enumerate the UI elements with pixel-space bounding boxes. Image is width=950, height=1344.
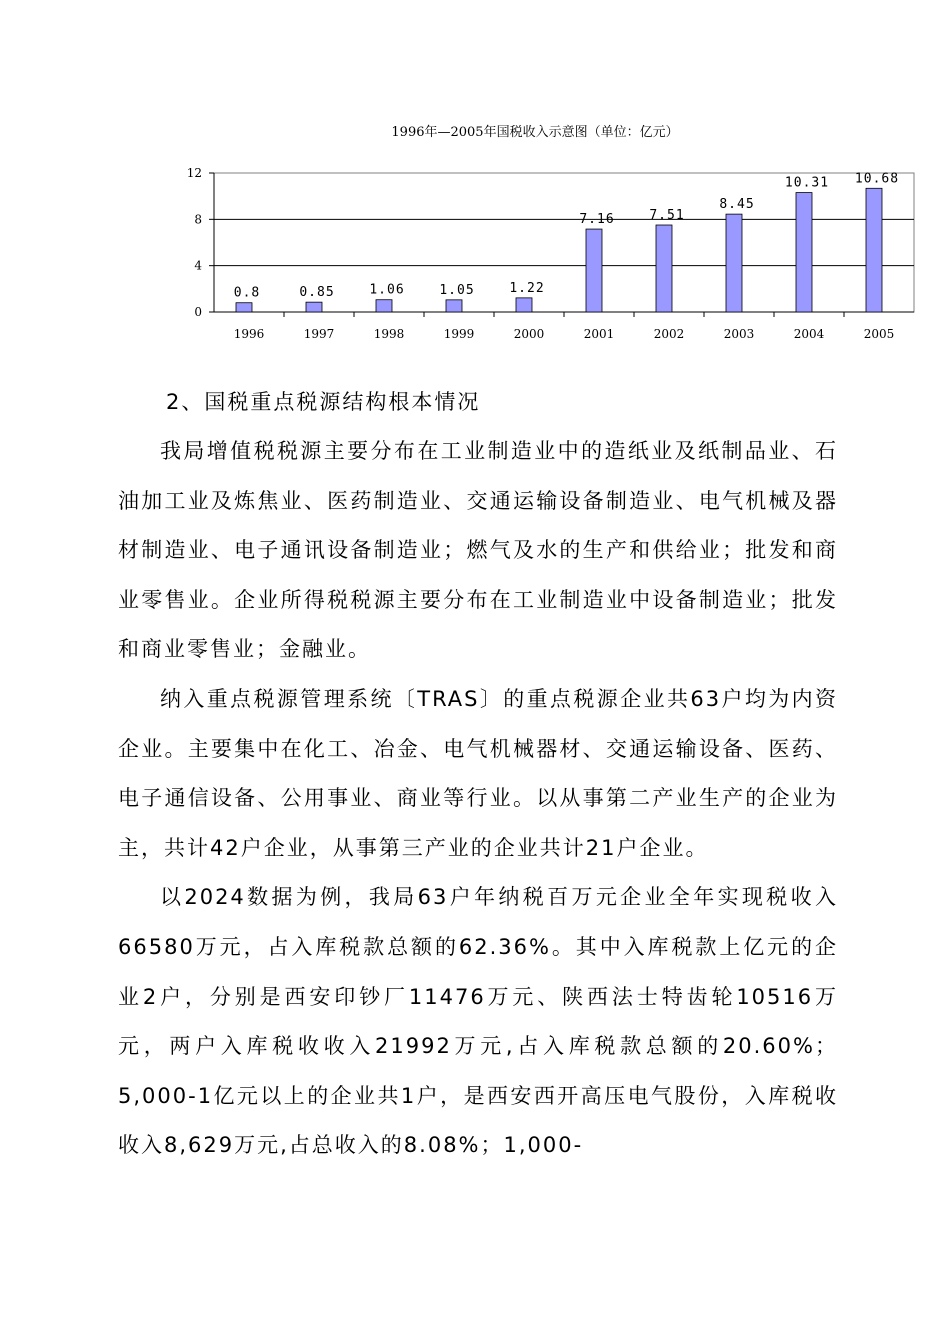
paragraph-2024-data: 以2024数据为例，我局63户年纳税百万元企业全年实现税收入66580万元，占入库税款总额的62.36%。其中入库税款上亿元的企业2户，分别是西安印钞厂11476万元、陕西法士特齿轮10516万元，两户入库税收收入21992万元,占入库税款总额的20.60%；5,000-1亿元以上的企业共1户，是西安西开高压电气股份，入库税收收入8,629万元,占总收入的8.08%；1,000- bbox=[118, 885, 838, 1158]
data-label: 0.85 bbox=[299, 285, 335, 301]
y-tick-label: 12 bbox=[186, 166, 202, 180]
bar bbox=[516, 298, 532, 312]
bar bbox=[726, 214, 742, 312]
section-heading: 2、国税重点税源结构根本情况 bbox=[166, 390, 481, 414]
bar bbox=[586, 229, 602, 312]
x-tick-label: 1997 bbox=[303, 327, 335, 341]
bar-chart bbox=[160, 160, 920, 350]
x-tick-label: 2005 bbox=[863, 327, 895, 341]
x-tick-label: 2002 bbox=[653, 327, 685, 341]
x-tick-label: 1999 bbox=[443, 327, 475, 341]
body-text bbox=[118, 427, 838, 1171]
data-label: 0.8 bbox=[233, 285, 261, 301]
bar bbox=[796, 193, 812, 312]
bar bbox=[656, 225, 672, 312]
x-tick-label: 1998 bbox=[373, 327, 405, 341]
bar bbox=[866, 188, 882, 312]
data-label: 10.31 bbox=[784, 175, 830, 191]
x-tick-label: 1996 bbox=[233, 327, 265, 341]
bar bbox=[376, 300, 392, 312]
data-label: 1.06 bbox=[369, 282, 405, 298]
data-label: 10.68 bbox=[854, 171, 900, 187]
chart-title: 1996年—2005年国税收入示意图（单位：亿元） bbox=[391, 125, 679, 140]
x-tick-label: 2001 bbox=[583, 327, 615, 341]
paragraph-tax-sources: 我局增值税税源主要分布在工业制造业中的造纸业及纸制品业、石油加工业及炼焦业、医药制造业、交通运输设备制造业、电气机械及器材制造业、电子通讯设备制造业；燃气及水的生产和供给业；批发和商业零售业。企业所得税税源主要分布在工业制造业中设备制造业；批发和商业零售业；金融业。 bbox=[118, 439, 838, 662]
data-label: 1.05 bbox=[439, 282, 475, 298]
x-tick-label: 2004 bbox=[793, 327, 825, 341]
y-tick-label: 0 bbox=[194, 305, 202, 319]
data-label: 1.22 bbox=[509, 280, 545, 296]
data-label: 8.45 bbox=[719, 197, 755, 213]
x-tick-label: 2003 bbox=[723, 327, 755, 341]
bar bbox=[306, 302, 322, 312]
bar bbox=[446, 300, 462, 312]
x-tick-label: 2000 bbox=[513, 327, 545, 341]
data-label: 7.16 bbox=[579, 212, 615, 228]
data-label: 7.51 bbox=[649, 208, 685, 224]
y-tick-label: 8 bbox=[194, 212, 202, 227]
y-tick-label: 4 bbox=[194, 258, 202, 273]
bar bbox=[236, 303, 252, 312]
paragraph-key-enterprises: 纳入重点税源管理系统〔TRAS〕的重点税源企业共63户均为内资企业。主要集中在化工、冶金、电气机械器材、交通运输设备、医药、电子通信设备、公用事业、商业等行业。以从事第二产业生产的企业为主，共计42户企业，从事第三产业的企业共计21户企业。 bbox=[118, 686, 838, 860]
